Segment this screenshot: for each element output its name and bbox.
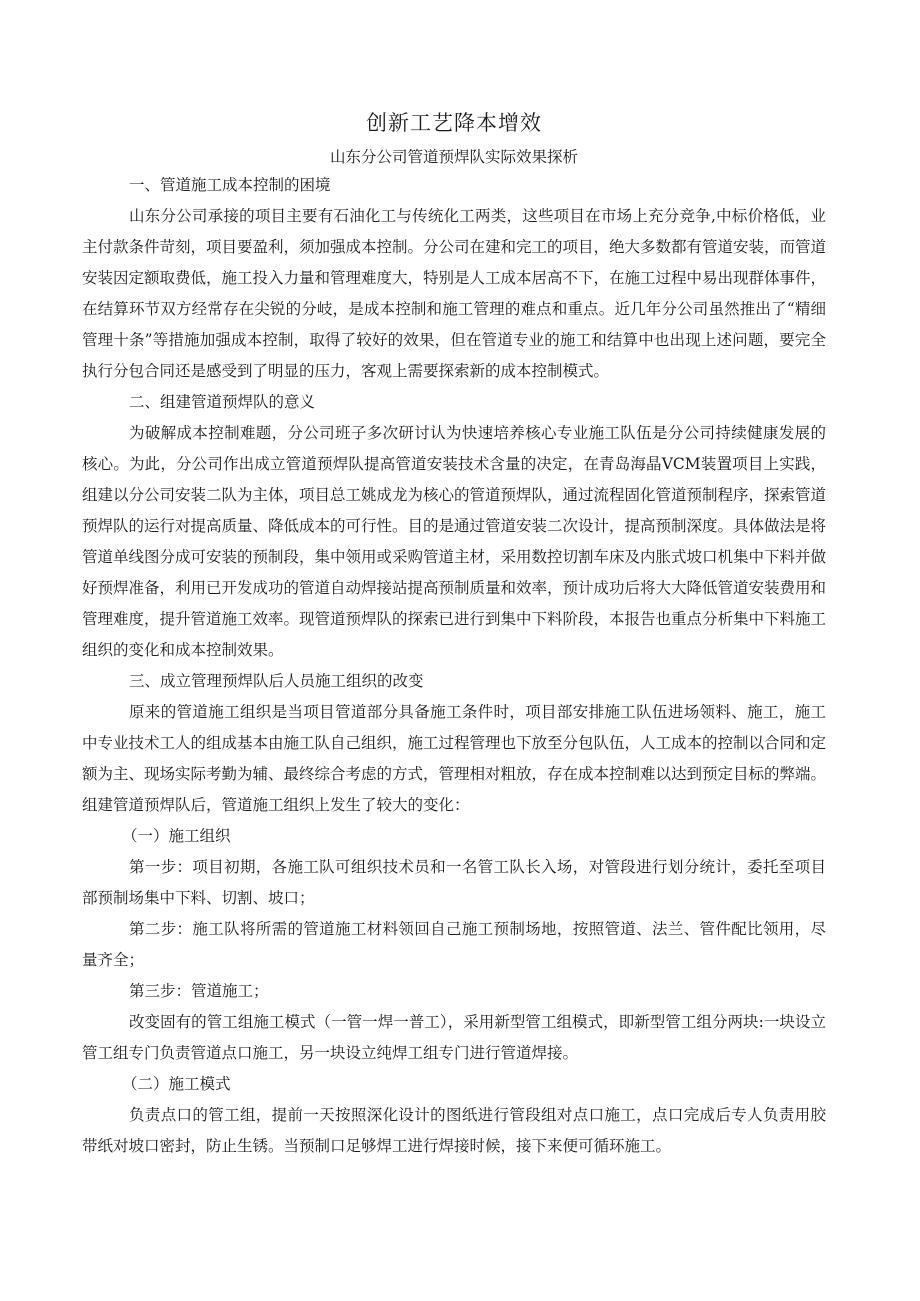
subsection-heading-1: （一）施工组织 <box>122 827 231 845</box>
subsection-heading-2: （二）施工模式 <box>122 1075 231 1093</box>
document-title: 创新工艺降本增效 <box>366 111 542 135</box>
step-3-paragraph: 第三步：管道施工； <box>129 982 269 1000</box>
document-page <box>82 108 826 1162</box>
section-heading-1: 一、管道施工成本控制的困境 <box>129 176 331 194</box>
document-subtitle: 山东分公司管道预焊队实际效果探析 <box>329 148 578 166</box>
paragraph-3: 原来的管道施工组织是当项目管道部分具备施工条件时，项目部安排施工队伍进场领料、施工，施工中专业技术工人的组成基本由施工队自己组织，施工过程管理也下放至分包队伍，人工成本的控制以合同和定额为主、现场实际考勤为辅、最终综合考虑的方式，管理相对粗放，存在成本控制难以达到预定目标的弊端。组建管道预焊队后，管道施工组织上发生了较大的变化： <box>82 703 827 814</box>
paragraph-1: 山东分公司承接的项目主要有石油化工与传统化工两类，这些项目在市场上充分竞争,中标价格低，业主付款条件苛刻，项目要盈利，须加强成本控制。分公司在建和完工的项目，绝大多数都有管道安装，而管道安装因定额取费低，施工投入力量和管理难度大，特别是人工成本居高不下，在施工过程中易出现群体事件，在结算环节双方经常存在尖锐的分岐，是成本控制和施工管理的难点和重点。近几年分公司虽然推出了“精细管理十条”等措施加强成本控制，取得了较好的效果，但在管道专业的施工和结算中也出现上述问题，要完全执行分包合同还是感受到了明显的压力，客观上需要探索新的成本控制模式。 <box>82 207 827 380</box>
paragraph-2: 为破解成本控制难题，分公司班子多次研讨认为快速培养核心专业施工队伍是分公司持续健康发展的核心。为此，分公司作出成立管道预焊队提高管道安装技术含量的决定，在青岛海晶VCM装置项目上实践，组建以分公司安装二队为主体，项目总工姚成龙为核心的管道预焊队，通过流程固化管道预制程序，探索管道预焊队的运行对提高质量、降低成本的可行性。目的是通过管道安装二次设计，提高预制深度。具体做法是将管道单线图分成可安装的预制段，集中领用或采购管道主材，采用数控切割车床及内胀式坡口机集中下料并做好预焊准备，利用已开发成功的管道自动焊接站提高预制质量和效率，预计成功后将大大降低管道安装费用和管理难度，提升管道施工效率。现管道预焊队的探索已进行到集中下料阶段，本报告也重点分析集中下料施工组织的变化和成本控制效果。 <box>82 424 827 659</box>
step-2-paragraph: 第二步：施工队将所需的管道施工材料领回自己施工预制场地，按照管道、法兰、管件配比领用，尽量齐全； <box>82 920 826 969</box>
team-model-paragraph: 改变固有的管工组施工模式（一管一焊一普工），采用新型管工组模式，即新型管工组分两块:一块设立管工组专门负责管道点口施工，另一块设立纯焊工组专门进行管道焊接。 <box>82 1013 826 1062</box>
step-1-paragraph: 第一步：项目初期，各施工队可组织技术员和一名管工队长入场，对管段进行划分统计，委托至项目部预制场集中下料、切割、坡口； <box>82 858 826 907</box>
section-heading-3: 三、成立管理预焊队后人员施工组织的改变 <box>129 672 424 690</box>
construction-mode-paragraph: 负责点口的管工组，提前一天按照深化设计的图纸进行管段组对点口施工，点口完成后专人负责用胶带纸对坡口密封，防止生锈。当预制口足够焊工进行焊接时候，接下来便可循环施工。 <box>82 1106 826 1155</box>
section-heading-2: 二、组建管道预焊队的意义 <box>129 393 316 411</box>
